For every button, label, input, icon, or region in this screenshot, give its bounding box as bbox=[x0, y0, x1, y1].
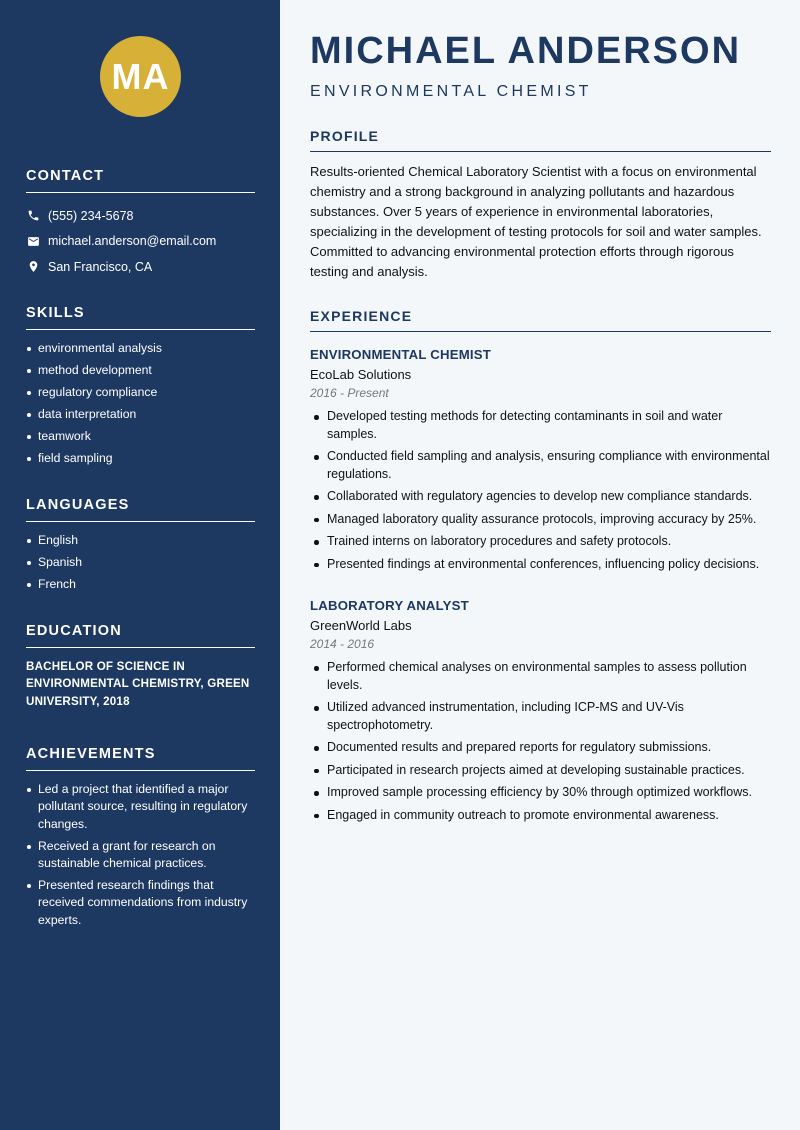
job-bullet: Trained interns on laboratory procedures and safety protocols. bbox=[310, 533, 772, 551]
job-bullet: Developed testing methods for detecting contaminants in soil and water samples. bbox=[310, 408, 772, 443]
skills-heading: SKILLS bbox=[26, 305, 255, 330]
company-name: GreenWorld Labs bbox=[310, 618, 412, 633]
candidate-name: MICHAEL ANDERSON bbox=[310, 30, 742, 72]
skills-list bbox=[26, 340, 255, 468]
achievements-list bbox=[26, 781, 255, 929]
sidebar bbox=[0, 0, 280, 1130]
achievement-item: Led a project that identified a major pollutant source, resulting in regulatory changes. bbox=[26, 781, 255, 833]
contact-email bbox=[26, 229, 255, 255]
language-item: Spanish bbox=[26, 554, 255, 571]
job-bullet: Managed laboratory quality assurance protocols, improving accuracy by 25%. bbox=[310, 511, 772, 529]
language-item: English bbox=[26, 532, 255, 549]
contact-list bbox=[26, 203, 255, 280]
job-bullet: Utilized advanced instrumentation, including ICP-MS and UV-Vis spectrophotometry. bbox=[310, 699, 772, 734]
contact-phone bbox=[26, 203, 255, 229]
job-bullet: Participated in research projects aimed at developing sustainable practices. bbox=[310, 762, 772, 780]
contact-section bbox=[26, 168, 255, 280]
job-bullet: Performed chemical analyses on environmental samples to assess pollution levels. bbox=[310, 659, 772, 694]
education-section bbox=[26, 623, 255, 710]
job-bullets bbox=[310, 659, 772, 824]
phone-icon bbox=[26, 209, 40, 223]
company-name: EcoLab Solutions bbox=[310, 367, 412, 382]
location-icon bbox=[26, 260, 40, 274]
education-degree: BACHELOR OF SCIENCE IN ENVIRONMENTAL CHEMISTRY, GREEN UNIVERSITY, 2018 bbox=[26, 660, 250, 708]
job-entry bbox=[310, 598, 772, 829]
profile-section bbox=[310, 128, 771, 282]
job-bullet: Improved sample processing efficiency by 30% through optimized workflows. bbox=[310, 784, 772, 802]
achievement-item: Presented research findings that received commendations from industry experts. bbox=[26, 877, 255, 929]
skill-item: regulatory compliance bbox=[26, 384, 255, 401]
profile-heading: PROFILE bbox=[310, 128, 771, 152]
contact-location-text: San Francisco, CA bbox=[48, 259, 153, 274]
experience-heading: EXPERIENCE bbox=[310, 308, 771, 332]
contact-phone-text[interactable]: (555) 234-5678 bbox=[48, 208, 134, 223]
skills-section bbox=[26, 305, 255, 473]
skill-item: environmental analysis bbox=[26, 340, 255, 357]
skill-item: teamwork bbox=[26, 428, 255, 445]
job-title: ENVIRONMENTAL CHEMIST bbox=[310, 347, 492, 362]
languages-section bbox=[26, 497, 255, 598]
candidate-title: ENVIRONMENTAL CHEMIST bbox=[310, 83, 592, 100]
profile-summary: Results-oriented Chemical Laboratory Scientist with a focus on environmental chemistry and a strong background in analyzing pollutants and hazardous substances. Over 5 years of experience in environmental laboratories, specializing in the development of testing protocols for soil and water samples. Committed to advancing environmental protection efforts through rigorous testing and analysis. bbox=[310, 164, 762, 279]
languages-list bbox=[26, 532, 255, 593]
job-bullet: Engaged in community outreach to promote environmental awareness. bbox=[310, 807, 772, 825]
education-heading: EDUCATION bbox=[26, 623, 255, 648]
languages-heading: LANGUAGES bbox=[26, 497, 255, 522]
contact-heading: CONTACT bbox=[26, 168, 255, 193]
job-title: LABORATORY ANALYST bbox=[310, 598, 469, 613]
job-entry bbox=[310, 347, 772, 578]
job-dates: 2016 - Present bbox=[310, 386, 389, 400]
contact-email-text[interactable]: michael.anderson@email.com bbox=[48, 234, 217, 249]
skill-item: method development bbox=[26, 362, 255, 379]
achievements-section bbox=[26, 746, 255, 934]
language-item: French bbox=[26, 576, 255, 593]
achievement-item: Received a grant for research on sustainable chemical practices. bbox=[26, 838, 255, 873]
job-bullet: Documented results and prepared reports for regulatory submissions. bbox=[310, 739, 772, 757]
email-icon bbox=[26, 234, 40, 248]
achievements-heading: ACHIEVEMENTS bbox=[26, 746, 255, 771]
avatar: MA bbox=[100, 36, 181, 117]
skill-item: field sampling bbox=[26, 450, 255, 467]
job-bullet: Presented findings at environmental conferences, influencing policy decisions. bbox=[310, 556, 772, 574]
contact-location bbox=[26, 254, 255, 280]
job-dates: 2014 - 2016 bbox=[310, 637, 375, 651]
job-bullets bbox=[310, 408, 772, 573]
job-bullet: Conducted field sampling and analysis, ensuring compliance with environmental regulations. bbox=[310, 448, 772, 483]
experience-section bbox=[310, 308, 771, 332]
job-bullet: Collaborated with regulatory agencies to develop new compliance standards. bbox=[310, 488, 772, 506]
skill-item: data interpretation bbox=[26, 406, 255, 423]
